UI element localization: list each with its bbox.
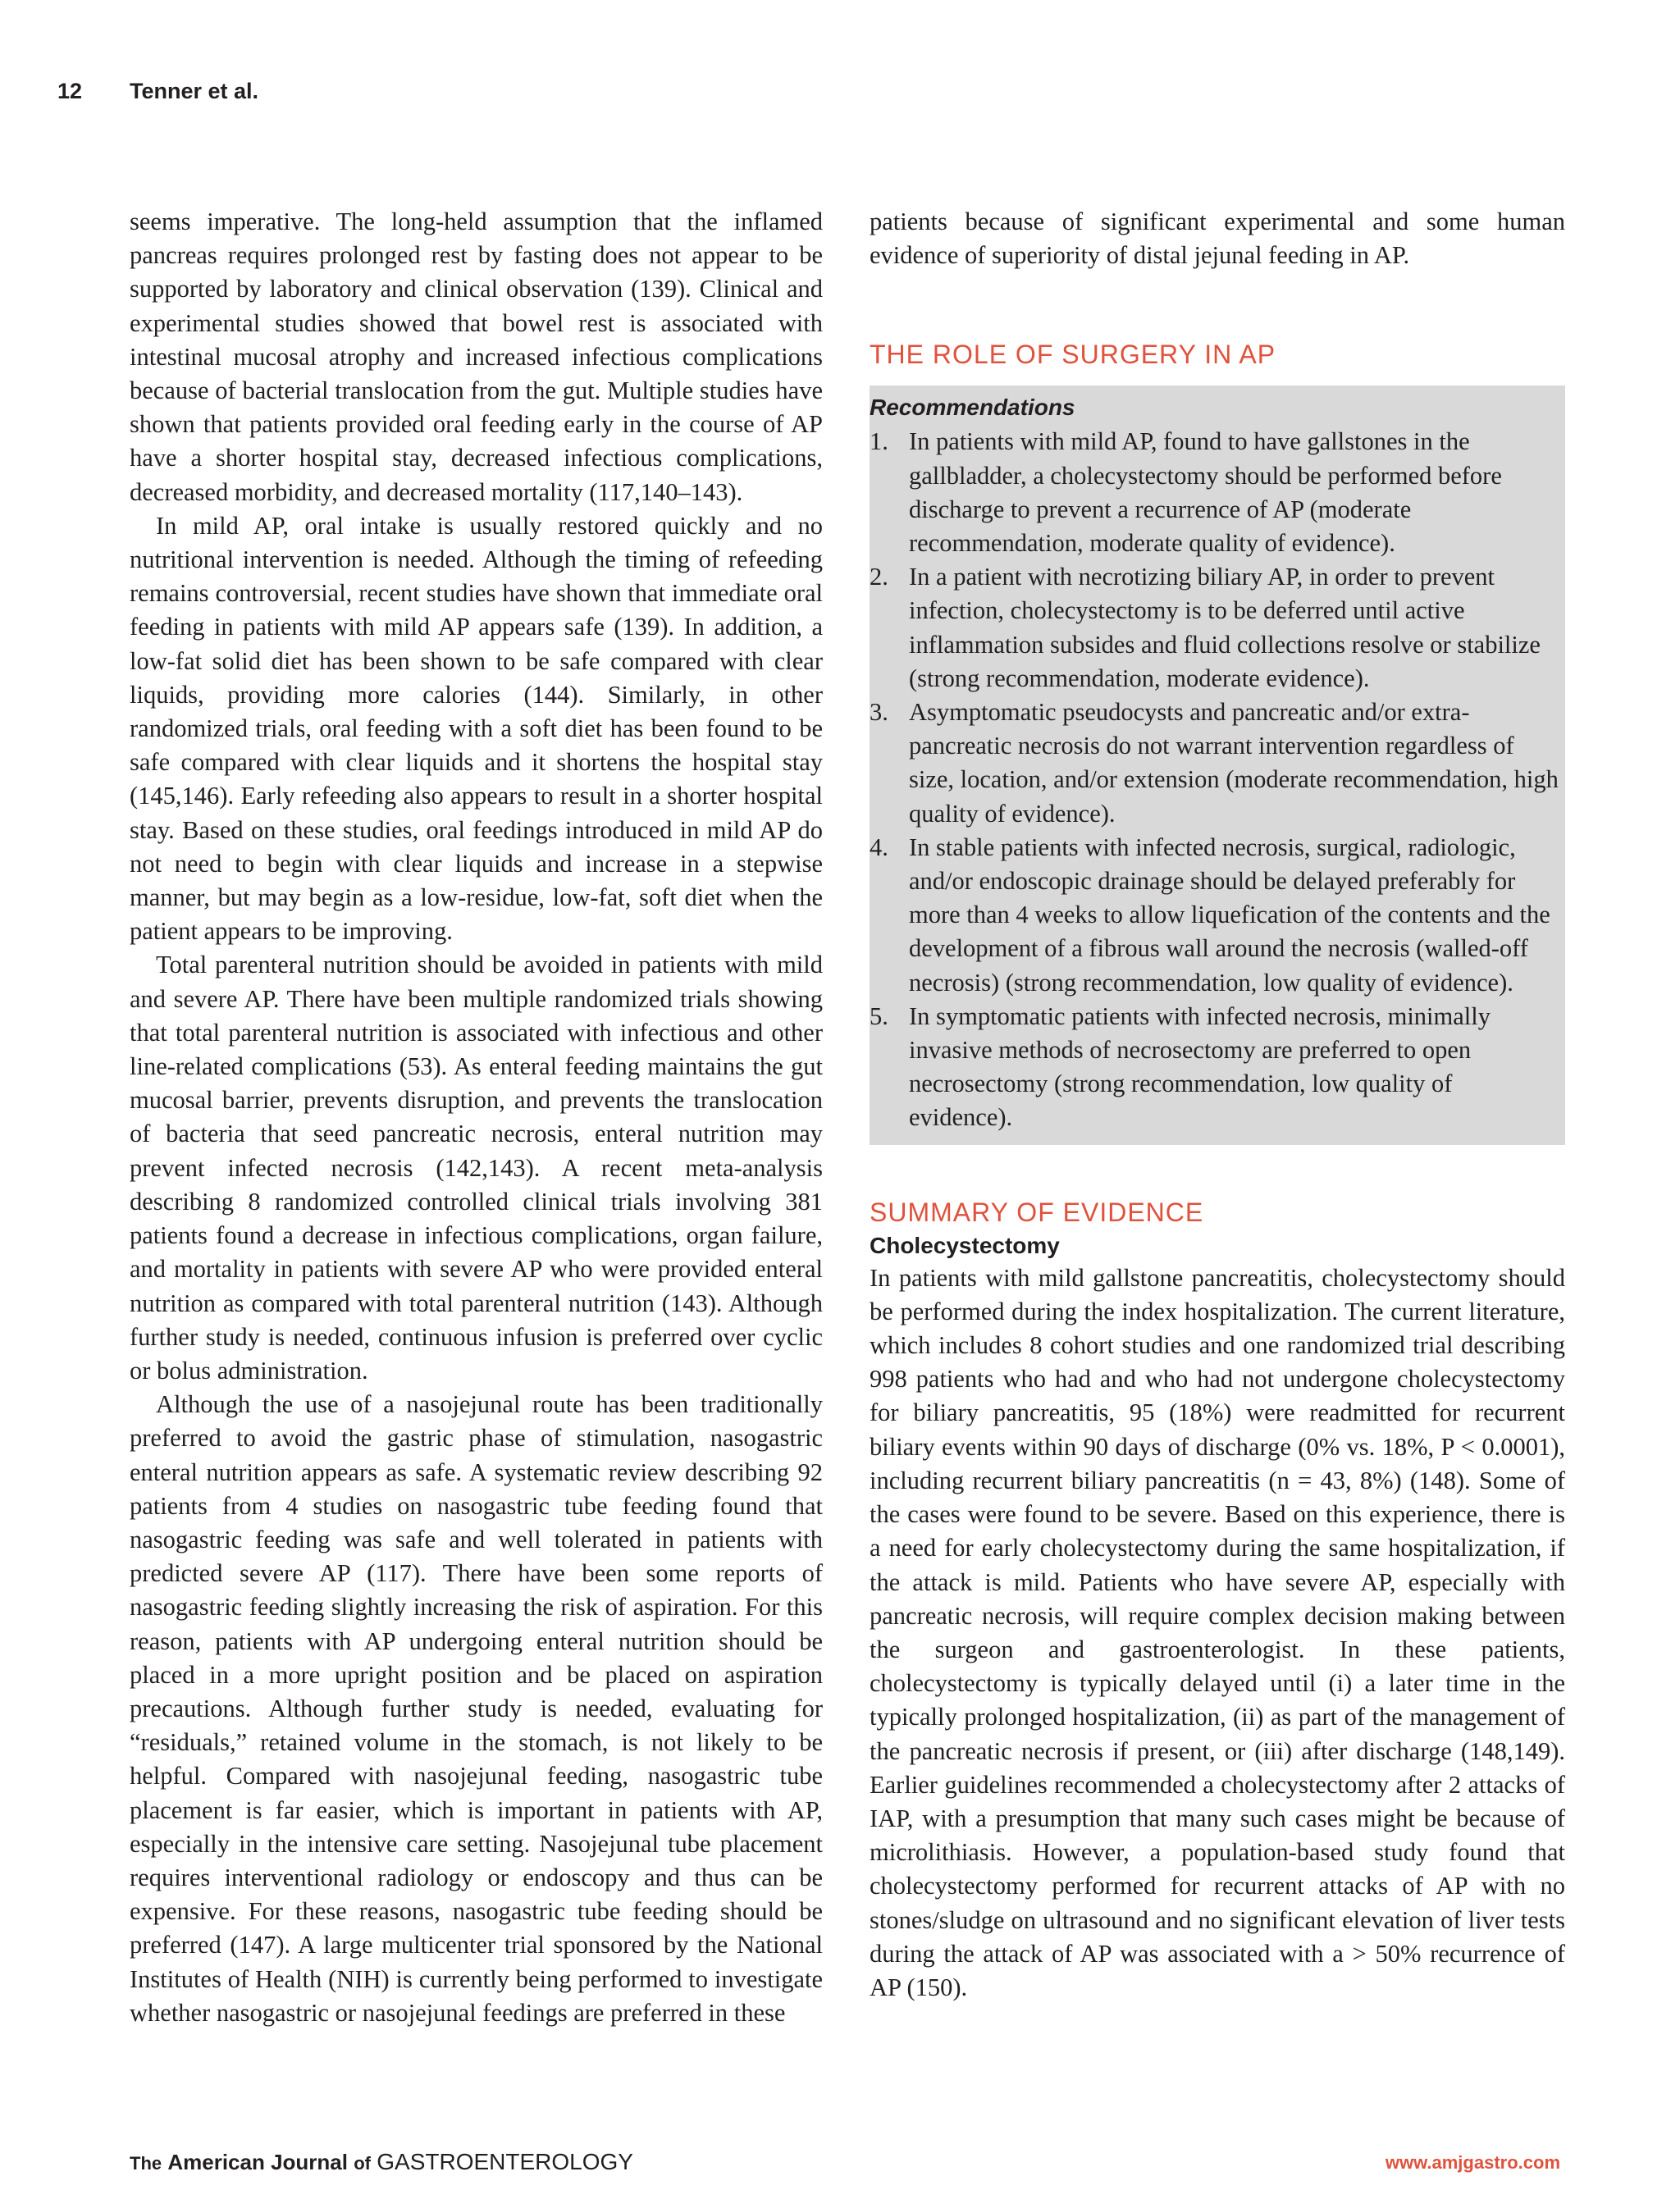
footer-journal-name: GASTROENTEROLOGY	[377, 2149, 633, 2174]
recommendation-text: Asymptomatic pseudocysts and pancreatic and/or extra-pancreatic necrosis do not warrant intervention regardless of size, location, and/or extension (moderate recommendation, high quality of evidence).	[909, 698, 1559, 828]
recommendation-number: 3.	[870, 698, 888, 727]
running-head-authors: Tenner et al.	[130, 79, 259, 103]
recommendation-item	[870, 560, 1560, 696]
footer-of: of	[354, 2153, 371, 2174]
recommendation-text: In patients with mild AP, found to have gallstones in the gallbladder, a cholecystectomy should be performed before discharge to prevent a recurrence of AP (moderate recommendation, moderate quality of evidence).	[909, 427, 1502, 558]
footer-url: www.amjgastro.com	[1385, 2152, 1560, 2173]
recommendation-text: In symptomatic patients with infected necrosis, minimally invasive methods of necrosectomy are preferred to open necrosectomy (strong recommendation, low quality of evidence).	[909, 1001, 1491, 1132]
recommendations-box	[870, 385, 1565, 1144]
subheading-cholecystectomy: Cholecystectomy	[870, 1232, 1060, 1258]
recommendation-item	[870, 425, 1560, 560]
body-paragraph: seems imperative. The long-held assumption that the inflamed pancreas requires prolonged rest by fasting does not appear to be supported by laboratory and clinical observation (139). Clinical and experimental studies showed that bowel rest is associated with intestinal mucosal atrophy and increased infectious complications because of bacterial translocation from the gut. Multiple studies have shown that patients provided oral feeding early in the course of AP have a shorter hospital stay, decreased infectious complications, decreased morbidity, and decreased mortality (117,140–143).	[130, 208, 823, 506]
recommendation-item	[870, 1000, 1560, 1135]
recommendation-text: In a patient with necrotizing biliary AP, in order to prevent infection, cholecystectomy is to be deferred until active inflammation subsides and fluid collections resolve or stabilize (strong recommendation, moderate evidence).	[909, 563, 1541, 692]
recommendation-number: 5.	[870, 1001, 888, 1030]
right-column	[870, 205, 1565, 2005]
footer-the: The	[130, 2153, 162, 2174]
evidence-paragraph: In patients with mild gallstone pancreatitis, cholecystectomy should be performed during the index hospitalization. The current literature, which includes 8 cohort studies and one randomized trial describing 998 patients who had and who had not undergone cholecystectomy for biliary pancreatitis, 95 (18%) were readmitted for recurrent biliary events within 90 days of discharge (0% vs. 18%, P < 0.0001), including recurrent biliary pancreatitis (n = 43, 8%) (148). Some of the cases were found to be severe. Based on this experience, there is a need for early cholecystectomy during the same hospitalization, if the attack is mild. Patients who have severe AP, especially with pancreatic necrosis, will require complex decision making between the surgeon and gastroenterologist. In these patients, cholecystectomy is typically delayed until (i) a later time in the typically prolonged hospitalization, (ii) as part of the management of the pancreatic necrosis if present, or (iii) after discharge (148,149). Earlier guidelines recommended a cholecystectomy after 2 attacks of IAP, with a presumption that many such cases might be because of microlithiasis. However, a population-based study found that cholecystectomy performed for recurrent attacks of AP with no stones/sludge on ultrasound and no significant elevation of liver tests during the attack of AP was associated with a > 50% recurrence of AP (150).	[870, 1263, 1565, 2001]
recommendations-list	[870, 425, 1560, 1134]
recommendation-text: In stable patients with infected necrosis, surgical, radiologic, and/or endoscopic drainage should be delayed preferably for more than 4 weeks to allow liquefication of the contents and the development of a fibrous wall around the necrosis (walled-off necrosis) (strong recommendation, low quality of evidence).	[909, 833, 1550, 997]
footer-american-journal: American Journal	[167, 2150, 348, 2174]
recommendation-item	[870, 831, 1560, 1000]
left-column	[130, 205, 823, 2030]
body-paragraph: Total parenteral nutrition should be avoided in patients with mild and severe AP. There have been multiple randomized trials showing that total parenteral nutrition is associated with infectious and other line-related complications (53). As enteral feeding maintains the gut mucosal barrier, prevents disruption, and prevents the translocation of bacteria that seed pancreatic necrosis, enteral nutrition may prevent infected necrosis (142,143). A recent meta-analysis describing 8 randomized controlled clinical trials involving 381 patients found a decrease in infectious complications, organ failure, and mortality in patients with severe AP who were provided enteral nutrition as compared with total parenteral nutrition (143). Although further study is needed, continuous infusion is preferred over cyclic or bolus administration.	[130, 951, 823, 1385]
continuation-paragraph: patients because of significant experimental and some human evidence of superiority of distal jejunal feeding in AP.	[870, 208, 1565, 270]
recommendation-number: 2.	[870, 563, 888, 591]
body-paragraph: Although the use of a nasojejunal route has been traditionally preferred to avoid the gastric phase of stimulation, nasogastric enteral nutrition appears as safe. A systematic review describing 92 patients from 4 studies on nasogastric tube feeding found that nasogastric feeding was safe and well tolerated in patients with predicted severe AP (117). There have been some reports of nasogastric feeding slightly increasing the risk of aspiration. For this reason, patients with AP undergoing enteral nutrition should be placed in a more upright position and be placed on aspiration precautions. Although further study is needed, evaluating for “residuals,” retained volume in the stomach, is not likely to be helpful. Compared with nasojejunal feeding, nasogastric tube placement is far easier, which is important in patients with AP, especially in the intensive care setting. Nasojejunal tube placement requires interventional radiology or endoscopy and thus can be expensive. For these reasons, nasogastric tube feeding should be preferred (147). A large multicenter trial sponsored by the National Institutes of Health (NIH) is currently being performed to investigate whether nasogastric or nasojejunal feedings are preferred in these	[130, 1390, 823, 2027]
recommendations-heading: Recommendations	[870, 395, 1075, 421]
section-title-surgery: THE ROLE OF SURGERY IN AP	[870, 340, 1276, 370]
recommendation-item	[870, 696, 1560, 831]
body-paragraph: In mild AP, oral intake is usually restored quickly and no nutritional intervention is needed. Although the timing of refeeding remains controversial, recent studies have shown that immediate oral feeding in patients with mild AP appears safe (139). In addition, a low-fat solid diet has been shown to be safe compared with clear liquids, providing more calories (144). Similarly, in other randomized trials, oral feeding with a soft diet has been found to be safe compared with clear liquids and it shortens the hospital stay (145,146). Early refeeding also appears to result in a shorter hospital stay. Based on these studies, oral feedings introduced in mild AP do not need to begin with clear liquids and increase in a stepwise manner, but may begin as a low-residue, low-fat, soft diet when the patient appears to be improving.	[130, 511, 823, 946]
footer-journal-title	[130, 2149, 633, 2175]
recommendation-number: 1.	[870, 427, 888, 456]
section-title-summary: SUMMARY OF EVIDENCE	[870, 1197, 1204, 1227]
recommendation-number: 4.	[870, 833, 888, 861]
page-number: 12	[57, 79, 83, 103]
